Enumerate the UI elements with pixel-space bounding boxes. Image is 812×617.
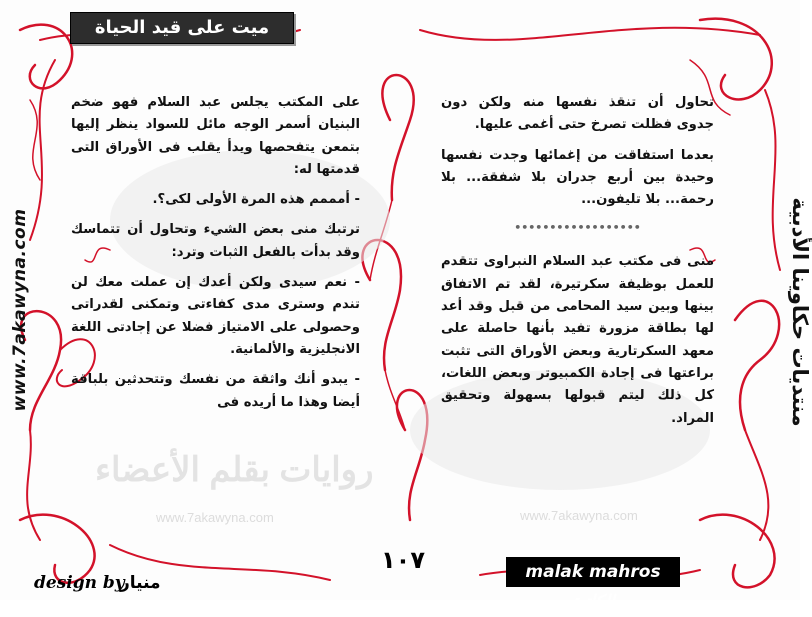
paragraph: منى فى مكتب عبد السلام النبراوى تتقدم للعمل بوظيفة سكرتيرة، لقد تم الاتفاق بينها وبين سيد المحامى من قبل وقد أعد لها بطاقة مزورة تفيد بأنها حاصلة على معهد السكرتارية وبعض الأوراق التى تثبت براعتها فى إجادة الكمبيوتر وبعض اللغات، كل ذلك ليتم قبولها بسهولة وتحقيق المراد.: [441, 254, 714, 426]
watermark-site: www.7akawyna.com: [520, 508, 638, 523]
designer-name: منيار: [120, 573, 161, 593]
left-text-column: [71, 92, 360, 422]
paragraph: - يبدو أنك واثقة من نفسك وتتحدثين بلباقة أيضا وهذا ما أريده فى: [71, 372, 360, 410]
paragraph: ترتبك منى بعض الشيء وتحاول أن تتماسك وقد بدأت بالفعل الثبات وترد:: [71, 222, 360, 260]
side-forum-text: منتديات حكاوينا الأدبية: [788, 197, 812, 427]
author-box: [506, 557, 680, 612]
paragraph: على المكتب يجلس عبد السلام فهو ضخم البنيان أسمر الوجه مائل للسواد ينظر إليها بتمعن يتفحصها ويدأ يقلب فى الأوراق التى قدمتها له:: [71, 95, 360, 177]
separator: ••••••••••••••••••: [514, 221, 641, 235]
design-by-label: design by: [34, 573, 125, 593]
author-label: الكاتبة: [571, 592, 615, 612]
watermark-site: www.7akawyna.com: [156, 510, 274, 525]
side-site-text: www.7akawyna.com: [10, 208, 30, 412]
paragraph: بعدما استفاقت من إغمائها وجدت نفسها وحيدة بين أربع جدران بلا شفقة... بلا رحمة... بلا تليفون...: [441, 147, 714, 208]
paragraph: - نعم سيدى ولكن أعدك إن عملت معك لن تندم وسترى مدى كفاءتى وتمكنى لقدراتى وحصولى على الامتياز فضلا عن إجادتى اللغة الانجليزية والألمانية.: [71, 275, 360, 357]
watermark-arabic: روايات بقلم الأعضاء: [95, 451, 374, 489]
page-number: ١٠٧: [381, 546, 425, 574]
author-name: malak mahros: [525, 562, 661, 582]
paragraph: - أمممم هذه المرة الأولى لكى؟.: [152, 192, 360, 208]
paragraph: تحاول أن تنقذ نفسها منه ولكن دون جدوى فظلت تصرخ حتى أغمى عليها.: [441, 95, 714, 133]
page-title: ميت على قيد الحياة: [70, 12, 294, 44]
right-text-column: [441, 92, 714, 438]
